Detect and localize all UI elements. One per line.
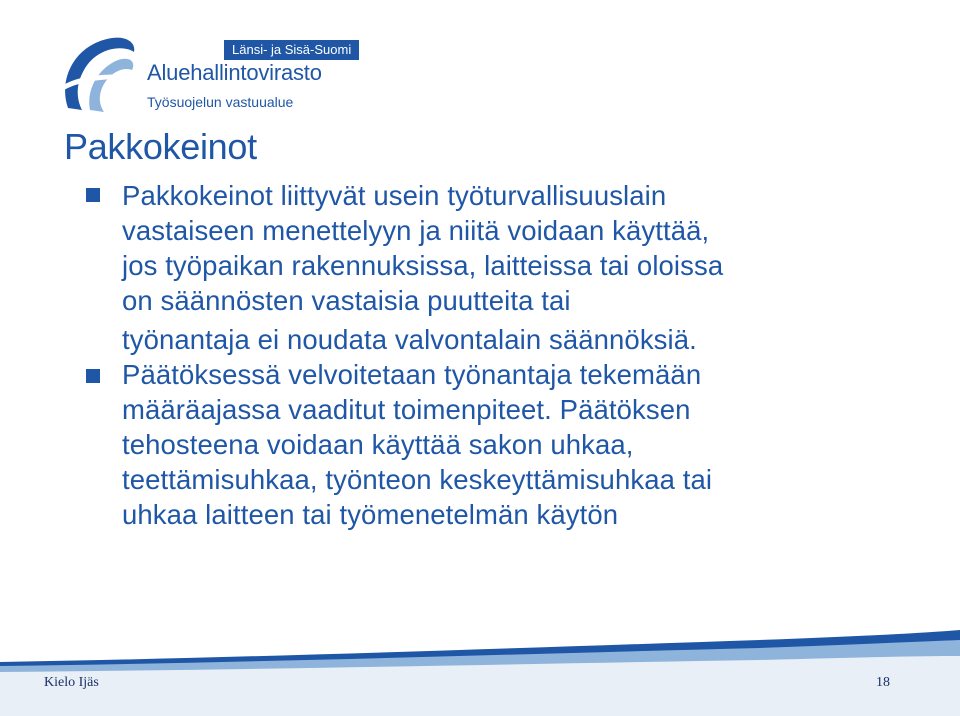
page-number: 18 [876, 675, 890, 690]
bullet-line: jos työpaikan rakennuksissa, laitteissa tai oloissa [122, 250, 724, 281]
square-bullet-icon [86, 369, 100, 383]
region-tag: Länsi- ja Sisä-Suomi [224, 40, 359, 60]
bullet-text [122, 357, 886, 532]
bullet-line: määräajassa vaaditut toimenpiteet. Päätöksen [122, 394, 691, 425]
page-title: Pakkokeinot [64, 126, 257, 167]
department-name: Työsuojelun vastuualue [147, 94, 294, 110]
footer-wave-decoration [0, 628, 960, 716]
bullet-line: uhkaa laitteen tai työmenetelmän käytön [122, 499, 619, 530]
square-bullet-icon [86, 188, 100, 202]
bullet-line: Pakkokeinot liittyvät usein työturvallisuuslain [122, 180, 667, 211]
bullet-item [86, 178, 886, 357]
bullet-list [86, 178, 886, 532]
bullet-item [86, 357, 886, 532]
bullet-line: teettämisuhkaa, työnteon keskeyttämisuhkaa tai [122, 464, 713, 495]
agency-name: Aluehallintovirasto [147, 60, 322, 85]
bullet-line: työnantaja ei noudata valvontalain säännöksiä. [122, 324, 697, 355]
bullet-line: on säännösten vastaisia puutteita tai [122, 285, 571, 316]
bullet-line: Päätöksessä velvoitetaan työnantaja tekemään [122, 359, 702, 390]
bullet-line: vastaiseen menettelyyn ja niitä voidaan käyttää, [122, 215, 710, 246]
bullet-text [122, 178, 886, 357]
footer-author: Kielo Ijäs [44, 675, 99, 690]
bullet-line: tehosteena voidaan käyttää sakon uhkaa, [122, 429, 634, 460]
